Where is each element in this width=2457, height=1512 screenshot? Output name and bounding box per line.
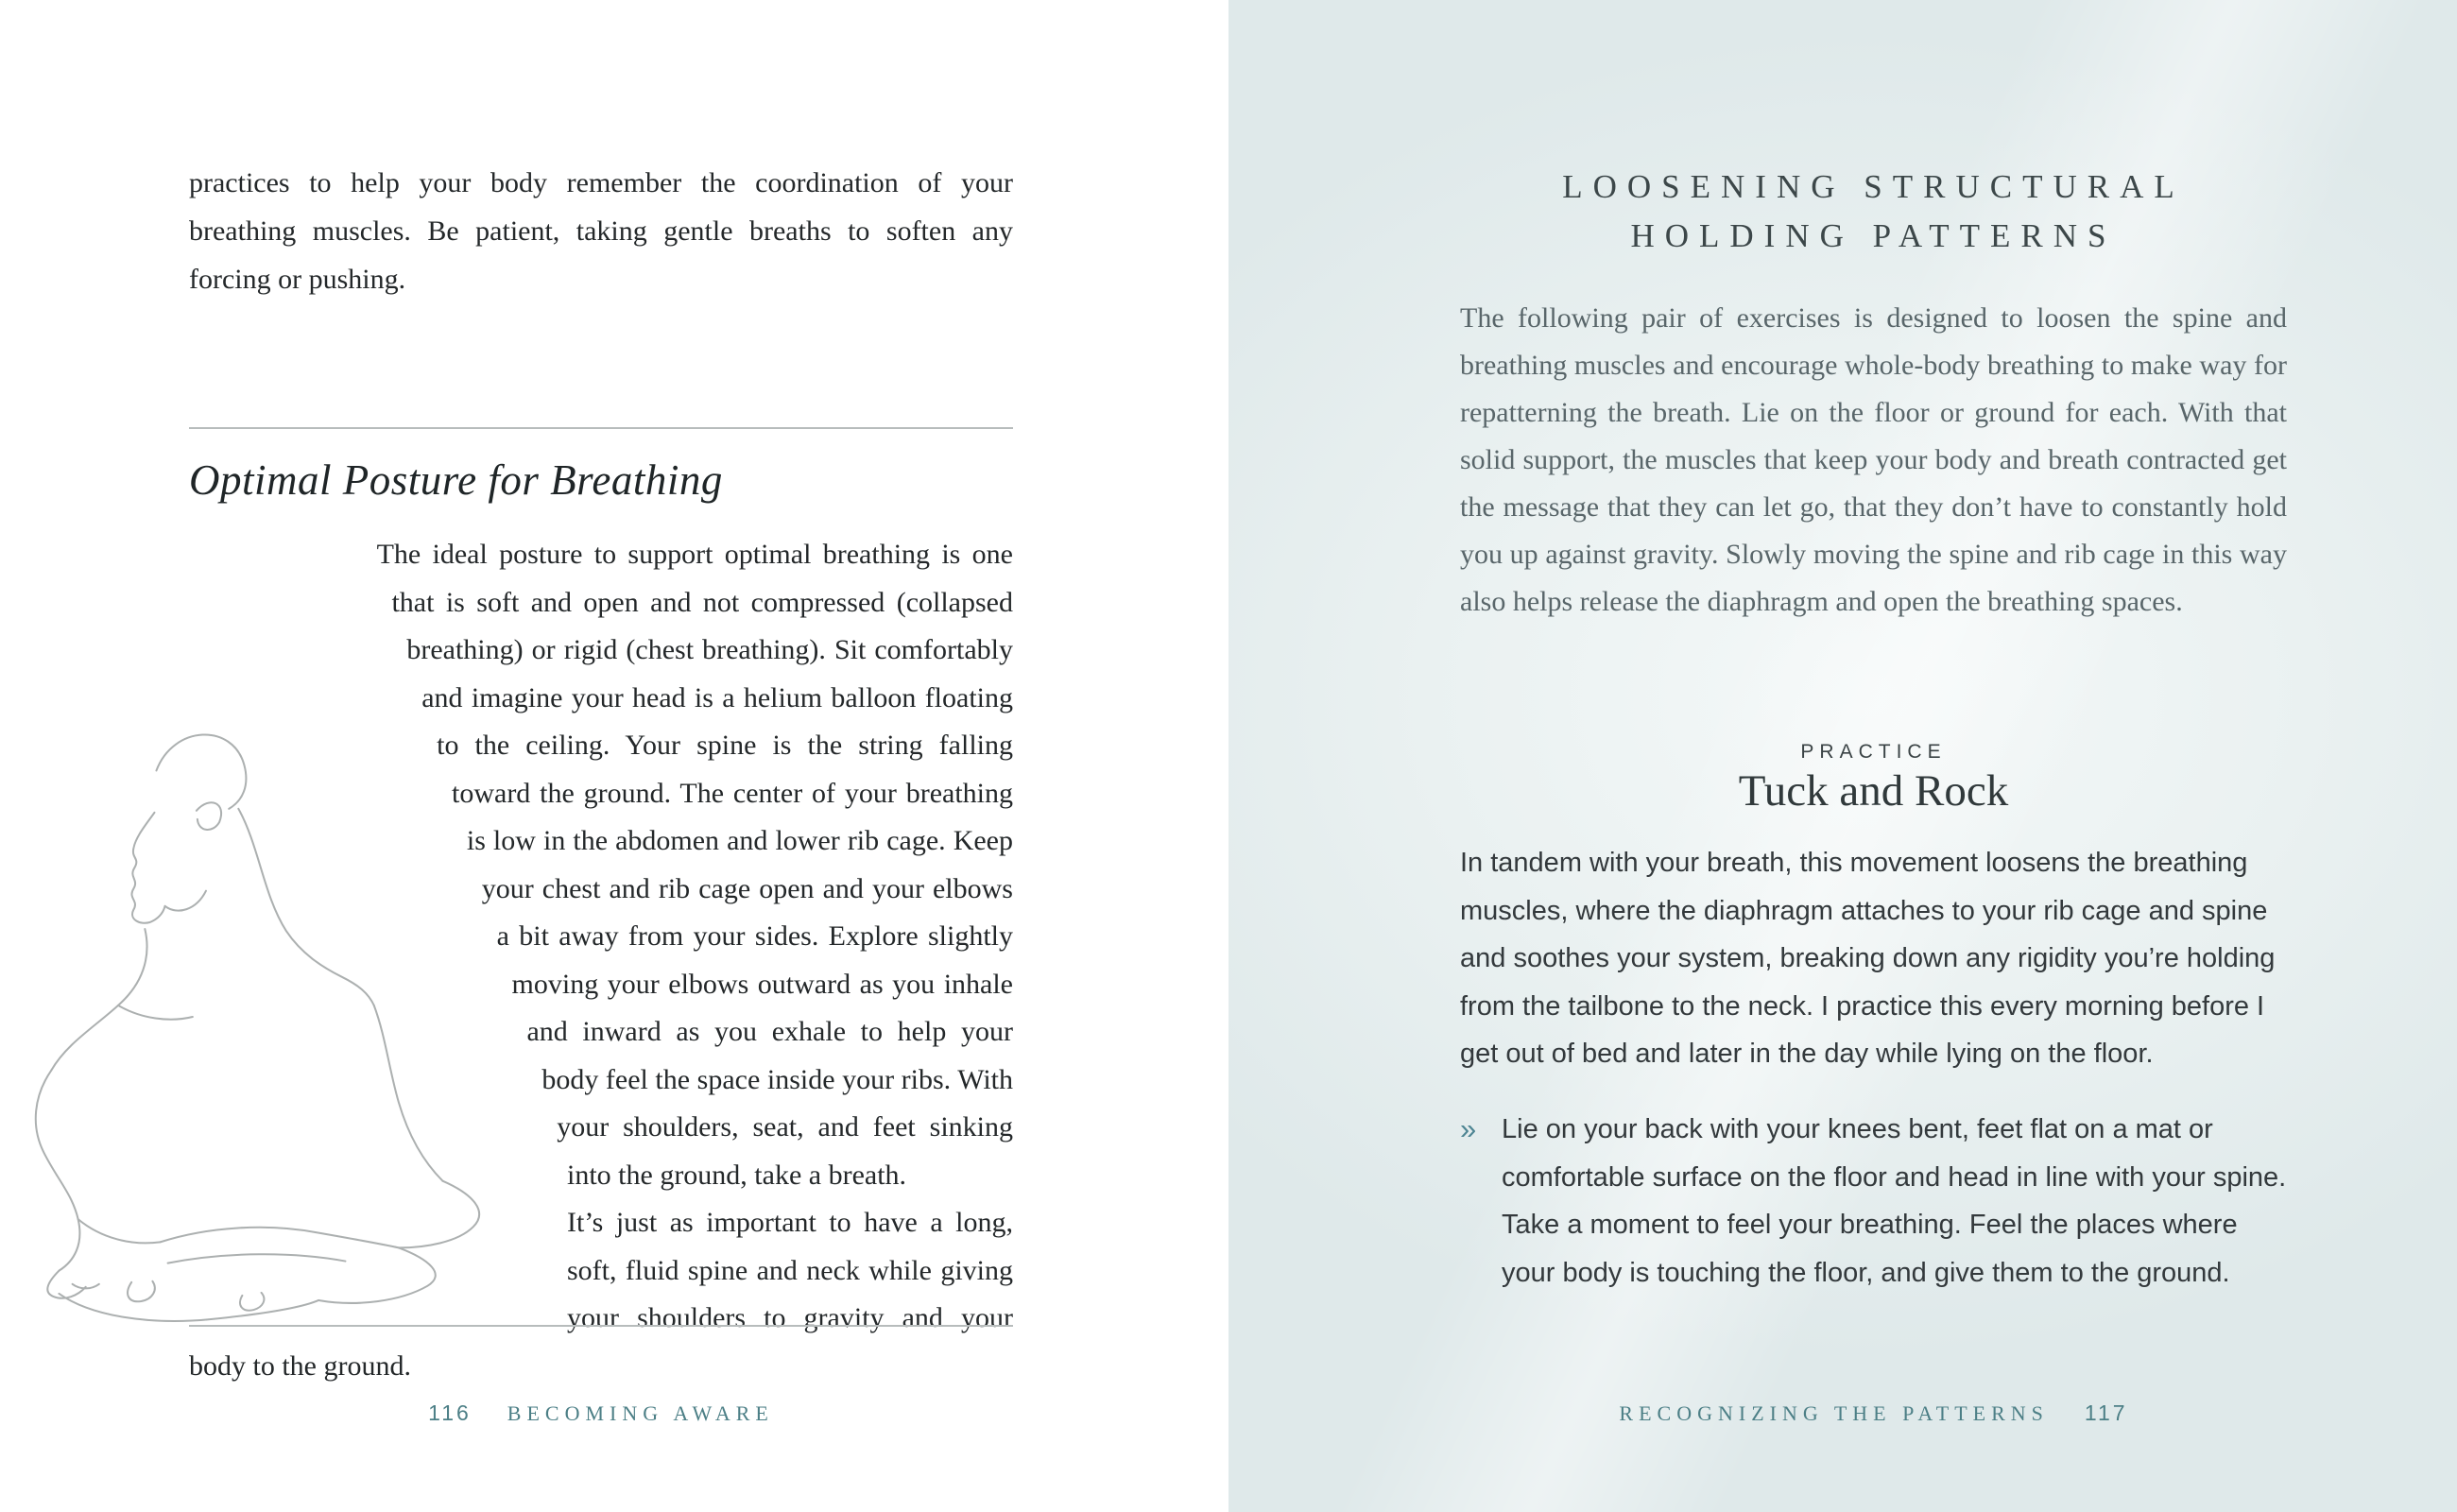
practice-title: Tuck and Rock (1738, 766, 2009, 816)
chapter-intro-paragraph: The following pair of exercises is designed to loosen the spine and breathing muscles and encourage whole-body breathing to make way for repatterning the breath. Lie on the floor or ground for each. With that solid support, the muscles that keep your body and breath contracted get the message that they can let go, that they don’t have to constantly hold you up against gravity. Slowly moving the spine and rib cage in this way also helps release the diaphragm and open the breathing spaces. (1460, 302, 2287, 617)
body-paragraph-2: It’s just as important to have a long, soft, fluid spine and neck while giving your shoulders to gravity and your body to the ground. (189, 1207, 1013, 1382)
practice-paragraph: In tandem with your breath, this movement loosens the breathing muscles, where the diaphragm attaches to your rib cage and spine and soothes your system, breaking down any rigidity you’re holding from the tailbone to the neck. I practice this every morning before I get out of bed and later in the day while lying on the floor. (1460, 848, 2276, 1069)
body-paragraph-1: The ideal posture to support optimal breathing is one that is soft and open and not compressed (collapsed breathing) or rigid (chest breathing). Sit comfortably and imagine your head is a helium balloon floating to the ceiling. Your spine is the string falling toward the ground. The center of your breathing is low in the abdomen and lower rib cage. Keep your chest and rib cage open and your elbows a bit away from your sides. Explore slightly moving your elbows outward as you inhale and inward as you exhale to help your body feel the space inside your ribs. With your shoulders, seat, and feet sinking into the ground, take a breath. (376, 539, 1013, 1191)
page-footer-left (189, 1400, 1013, 1426)
chapter-heading-line-1: LOOSENING STRUCTURAL (1562, 168, 2185, 205)
body-text (189, 531, 1013, 1390)
chapter-title-right: RECOGNIZING THE PATTERNS (1619, 1401, 2049, 1425)
chapter-heading (1460, 163, 2287, 261)
page-number-left: 116 (428, 1400, 472, 1425)
section-divider-bottom (189, 1325, 1013, 1327)
section-divider-top (189, 427, 1013, 429)
page-footer-right (1460, 1400, 2287, 1426)
bullet-text: Lie on your back with your knees bent, feet flat on a mat or comfortable surface on the floor and head in line with your spine. Take a moment to feel your breathing. Feel the places where your body is touching the floor, and give them to the ground. (1502, 1114, 2287, 1288)
intro-paragraph: practices to help your body remember the coordination of your breathing muscles. Be patient, taking gentle breaths to soften any forcing or pushing. (189, 167, 1013, 295)
page-number-right: 117 (2084, 1400, 2128, 1425)
chapter-title-left: BECOMING AWARE (507, 1401, 774, 1425)
bullet-marker: » (1460, 1112, 1477, 1145)
practice-label: PRACTICE (1800, 741, 1947, 763)
left-page (0, 0, 1228, 1512)
right-page (1228, 0, 2457, 1512)
section-heading: Optimal Posture for Breathing (189, 456, 723, 504)
chapter-heading-line-2: HOLDING PATTERNS (1630, 217, 2117, 254)
bullet-item (1460, 1106, 2292, 1297)
